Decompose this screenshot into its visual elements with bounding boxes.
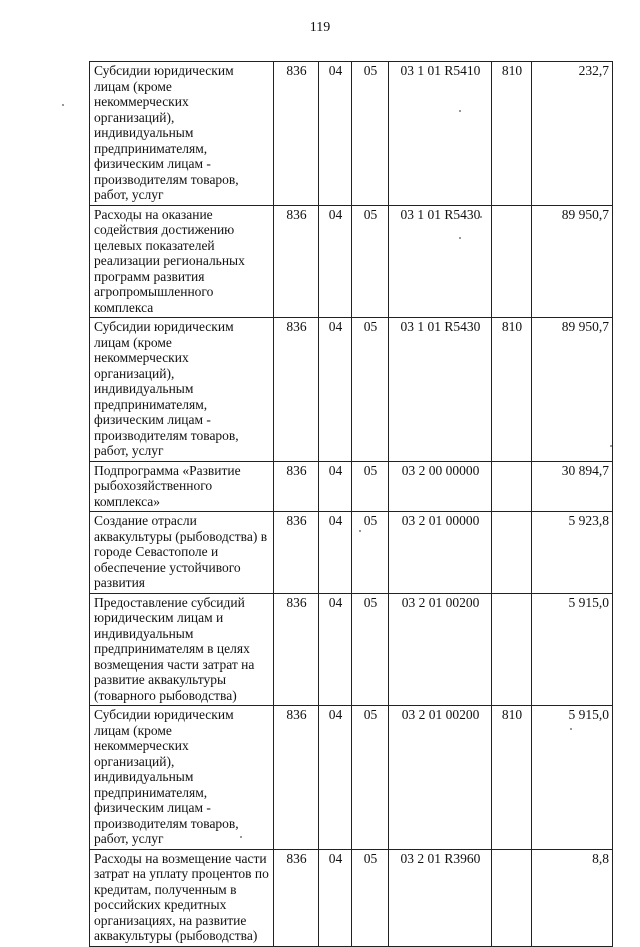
table-row bbox=[90, 62, 613, 206]
row-vr bbox=[492, 461, 532, 512]
row-name: Предоставление субсидий юридическим лицам и индивидуальным предпринимателям в целях возмещения части затрат на развитие аквакультуры (товарного рыбоводства) bbox=[90, 593, 274, 706]
row-rz: 04 bbox=[319, 461, 352, 512]
row-sum: 5 915,0 bbox=[532, 706, 613, 850]
row-csr: 03 1 01 R5410 bbox=[389, 62, 492, 206]
row-rz: 04 bbox=[319, 593, 352, 706]
row-rz: 04 bbox=[319, 849, 352, 946]
row-vr: 810 bbox=[492, 706, 532, 850]
row-sum: 232,7 bbox=[532, 62, 613, 206]
row-sum: 89 950,7 bbox=[532, 205, 613, 318]
row-pr: 05 bbox=[352, 205, 389, 318]
row-vr: 810 bbox=[492, 62, 532, 206]
row-csr: 03 2 00 00000 bbox=[389, 461, 492, 512]
row-grbs: 836 bbox=[274, 593, 319, 706]
row-sum: 30 894,7 bbox=[532, 461, 613, 512]
table-row bbox=[90, 849, 613, 946]
scan-speck bbox=[62, 104, 64, 106]
row-pr: 05 bbox=[352, 706, 389, 850]
row-pr: 05 bbox=[352, 593, 389, 706]
scan-speck bbox=[240, 836, 242, 838]
row-csr: 03 1 01 R5430 bbox=[389, 318, 492, 462]
row-name: Субсидии юридическим лицам (кроме некоммерческих организаций), индивидуальным предпринимателям, физическим лицам - производителям товаров, работ, услуг bbox=[90, 318, 274, 462]
row-name: Подпрограмма «Развитие рыбохозяйственного комплекса» bbox=[90, 461, 274, 512]
row-name: Расходы на возмещение части затрат на уплату процентов по кредитам, полученным в российских кредитных организациях, на развитие аквакультуры (рыбоводства) bbox=[90, 849, 274, 946]
row-name: Субсидии юридическим лицам (кроме некоммерческих организаций), индивидуальным предпринимателям, физическим лицам - производителям товаров, работ, услуг bbox=[90, 706, 274, 850]
row-vr bbox=[492, 205, 532, 318]
scan-speck bbox=[610, 445, 612, 447]
budget-table bbox=[89, 61, 613, 947]
row-grbs: 836 bbox=[274, 706, 319, 850]
page-number: 119 bbox=[309, 20, 331, 35]
row-rz: 04 bbox=[319, 706, 352, 850]
row-pr: 05 bbox=[352, 62, 389, 206]
scan-speck bbox=[359, 530, 361, 532]
row-grbs: 836 bbox=[274, 318, 319, 462]
row-grbs: 836 bbox=[274, 512, 319, 594]
row-pr: 05 bbox=[352, 461, 389, 512]
row-name: Субсидии юридическим лицам (кроме некоммерческих организаций), индивидуальным предпринимателям, физическим лицам - производителям товаров, работ, услуг bbox=[90, 62, 274, 206]
row-sum: 5 915,0 bbox=[532, 593, 613, 706]
table-row bbox=[90, 205, 613, 318]
table-row bbox=[90, 461, 613, 512]
row-vr: 810 bbox=[492, 318, 532, 462]
row-pr: 05 bbox=[352, 849, 389, 946]
row-pr: 05 bbox=[352, 512, 389, 594]
row-grbs: 836 bbox=[274, 849, 319, 946]
row-vr bbox=[492, 512, 532, 594]
scan-speck bbox=[570, 728, 572, 730]
row-csr: 03 2 01 00000 bbox=[389, 512, 492, 594]
row-name: Создание отрасли аквакультуры (рыбоводства) в городе Севастополе и обеспечение устойчивого развития bbox=[90, 512, 274, 594]
row-name: Расходы на оказание содействия достижению целевых показателей реализации региональных программ развития агропромышленного комплекса bbox=[90, 205, 274, 318]
scan-speck bbox=[459, 110, 461, 112]
row-vr bbox=[492, 849, 532, 946]
row-sum: 89 950,7 bbox=[532, 318, 613, 462]
row-csr: 03 2 01 00200 bbox=[389, 593, 492, 706]
row-csr: 03 2 01 00200 bbox=[389, 706, 492, 850]
row-rz: 04 bbox=[319, 512, 352, 594]
row-rz: 04 bbox=[319, 62, 352, 206]
row-vr bbox=[492, 593, 532, 706]
row-csr: 03 2 01 R3960 bbox=[389, 849, 492, 946]
table-row bbox=[90, 512, 613, 594]
table-row bbox=[90, 318, 613, 462]
scan-speck bbox=[459, 237, 461, 239]
row-pr: 05 bbox=[352, 318, 389, 462]
table-row bbox=[90, 593, 613, 706]
scan-speck bbox=[480, 216, 482, 218]
row-rz: 04 bbox=[319, 205, 352, 318]
row-rz: 04 bbox=[319, 318, 352, 462]
row-grbs: 836 bbox=[274, 62, 319, 206]
row-grbs: 836 bbox=[274, 461, 319, 512]
row-sum: 5 923,8 bbox=[532, 512, 613, 594]
row-csr: 03 1 01 R5430 bbox=[389, 205, 492, 318]
row-sum: 8,8 bbox=[532, 849, 613, 946]
row-grbs: 836 bbox=[274, 205, 319, 318]
table-row bbox=[90, 706, 613, 850]
